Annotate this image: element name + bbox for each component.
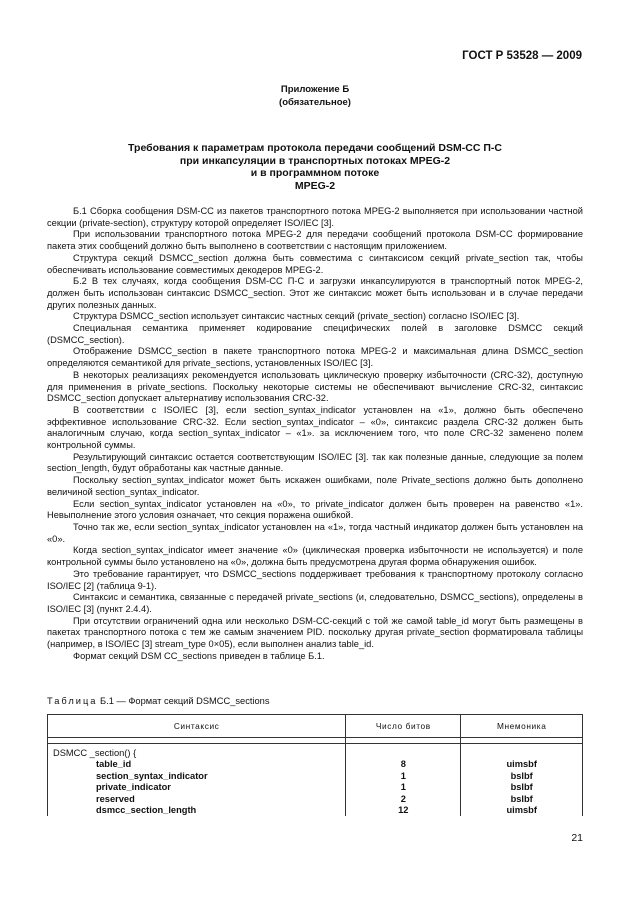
annex-status: (обязательное) xyxy=(279,97,351,108)
bits-cell xyxy=(346,744,461,817)
paragraph: Структура секций DSMCC_section должна быть совместима с синтаксисом секций private_section так, чтобы обеспечивать использование совместимых декодеров MPEG-2. xyxy=(47,252,583,275)
paragraph: Б.2 В тех случаях, когда сообщения DSM-CC П-С и загрузки инкапсулируются в транспортный поток MPEG-2, должен быть использован синтаксис DSMCC_section. Этот же синтаксис может быть использован и в случае передачи других полезных данных. xyxy=(47,276,583,310)
table-caption-text: Б.1 — Формат секций DSMCC_sections xyxy=(97,696,270,706)
paragraph: Результирующий синтаксис остается соответствующим ISO/IEC [3]. так как полезные данные, следующие за полем section_length, будут обработаны как частные данные. xyxy=(47,451,583,474)
paragraph: Формат секций DSM CC_sections приведен в таблице Б.1. xyxy=(73,650,325,661)
annex-title: Приложение Б xyxy=(280,84,350,95)
bits-value: 8 xyxy=(400,759,406,770)
main-title-line: MPEG-2 xyxy=(294,179,336,192)
mnemonic-value: uimsbf xyxy=(506,759,537,770)
mnemonic-value: bslbf xyxy=(510,782,533,793)
mnemonic-value: bslbf xyxy=(510,793,533,804)
syntax-field: private_indicator xyxy=(96,782,171,793)
paragraph: При отсутствии ограничений одна или несколько DSM-CC-секций с той же самой table_id могут быть размещены в пакетах транспортного потока с тем же самым значением PID. поскольку другая private_section форматировала таблицы (например, в ISO/IEC [3] stream_type 0×05), если выполнен анализ table_id. xyxy=(47,615,583,650)
main-title-line: и в программном потоке xyxy=(250,167,380,179)
mnemonic-cell xyxy=(461,744,583,817)
paragraph: В некоторых реализациях рекомендуется использовать циклическую проверку избыточности (CRC-32), доступную для применения в private_sections. Поскольку некоторые системы не обеспечивают вычисление CRC-32, синтаксис DSMCC_section допускает альтернативу использования CRC-32. xyxy=(47,369,583,404)
table-body-row xyxy=(48,744,583,817)
header-syntax: Синтаксис xyxy=(48,715,346,738)
standard-header: ГОСТ Р 53528 — 2009 xyxy=(462,50,582,62)
syntax-field: dsmcc_section_length xyxy=(96,804,197,815)
format-table xyxy=(47,714,583,816)
mnemonic-value: bslbf xyxy=(510,770,533,781)
main-title-line: Требования к параметрам протокола передачи сообщений DSM-CC П-С xyxy=(128,142,502,154)
paragraph: Синтаксис и семантика, связанные с передачей private_sections (и, следовательно, DSMCC_sections), определены в ISO/IEC [3] (пункт 2.4.4). xyxy=(47,592,583,614)
main-title-line: при инкапсуляции в транспортных потоках MPEG-2 xyxy=(179,154,451,167)
paragraph: Отображение DSMCC_section в пакете транспортного потока MPEG-2 и максимальная длина DSMCC_section определяются семантикой для private_sections, установленных ISO/IEC [3]. xyxy=(47,346,583,369)
paragraph: Это требование гарантирует, что DSMCC_sections поддерживает требования к транспортному протоколу согласно ISO/IEC [2] (таблица 9-1). xyxy=(47,568,583,591)
header-mnemonic: Мнемоника xyxy=(461,715,583,738)
paragraph: Структура DSMCC_section использует синтаксис частных секций (private_section) согласно ISO/IEC [3]. xyxy=(73,311,520,322)
page-number: 21 xyxy=(571,832,583,844)
paragraph: Если section_syntax_indicator установлен на «0», то private_indicator должен быть проверен на равенство «1». Невыполнение этого условия означает, что секция поражена ошибкой. xyxy=(47,498,583,521)
bits-value: 1 xyxy=(400,770,406,781)
body-text xyxy=(47,206,583,662)
paragraph: При использовании транспортного потока MPEG-2 для передачи сообщений протокола DSM-CC формирование пакета этих сообщений должно быть выполнено в соответствии с настоящим приложением. xyxy=(47,229,583,252)
paragraph: Специальная семантика применяет кодирование специфических полей в заголовке DSMCC секций (DSMCC_section). xyxy=(47,323,583,345)
paragraph: Поскольку section_syntax_indicator может быть искажен ошибками, поле Private_sections должно быть дополнено величиной section_syntax_indicator. xyxy=(47,475,583,497)
paragraph: Точно так же, если section_syntax_indicator установлен на «1», тогда частный индикатор должен быть установлен на «0». xyxy=(47,521,583,544)
syntax-field: reserved xyxy=(96,793,135,804)
table-caption-prefix: Таблица xyxy=(47,696,98,706)
paragraph: Когда section_syntax_indicator имеет значение «0» (циклическая проверка избыточности не используется) и поле контрольной суммы было установлено на «0», должна быть предусмотрена другая форма обнаружения ошибок. xyxy=(47,545,583,568)
header-bits: Число битов xyxy=(346,715,461,738)
mnemonic-value: uimsbf xyxy=(506,804,537,815)
bits-value: 2 xyxy=(400,793,406,804)
bits-value: 12 xyxy=(398,804,409,815)
paragraph: В соответствии с ISO/IEC [3], если section_syntax_indicator установлен на «1», должно быть обеспечено эффективное использование CRC-32. Если section_syntax_indicator – «0», синтаксис раздела CRC-32 должен быть аналогичным случаю, когда section_syntax_indicator – «1». за исключением того, что поле CRC-32 заменено полем контрольной суммы. xyxy=(47,404,583,451)
main-title xyxy=(0,142,630,192)
bits-value: 1 xyxy=(400,782,406,793)
paragraph: Б.1 Сборка сообщения DSM-CC из пакетов транспортного потока MPEG-2 выполняется при использовании частной секции (private-section), структуру которой определяет ISO/IEC [3]. xyxy=(47,206,583,228)
syntax-field: section_syntax_indicator xyxy=(96,770,208,781)
syntax-opening: DSMCC _section() { xyxy=(53,748,137,758)
syntax-cell xyxy=(48,744,346,817)
table-caption xyxy=(47,696,270,706)
syntax-field: table_id xyxy=(96,759,132,770)
